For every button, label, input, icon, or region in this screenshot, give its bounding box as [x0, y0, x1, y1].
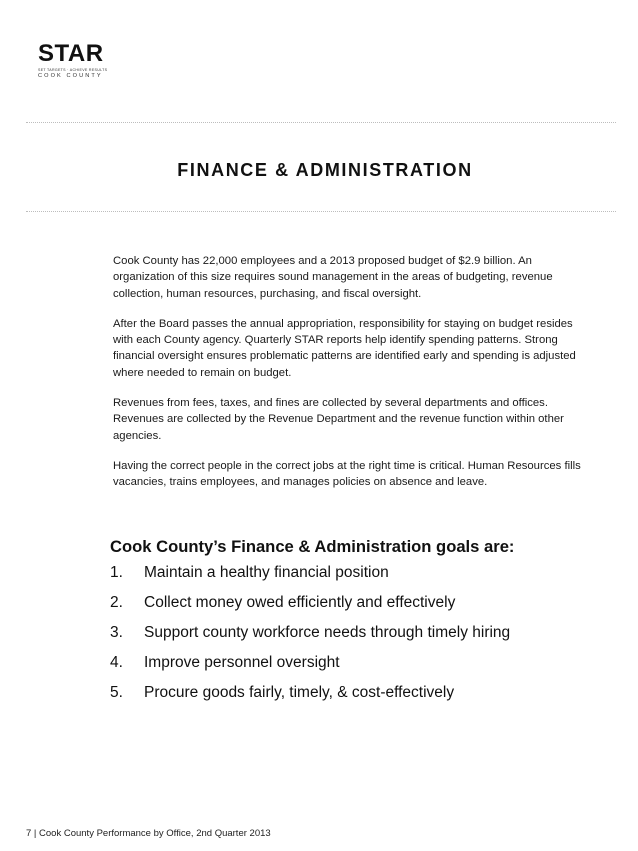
- star-logo: [38, 40, 108, 79]
- goal-number: 1.: [110, 564, 123, 581]
- goal-number: 4.: [110, 654, 123, 671]
- goal-item: [110, 683, 590, 713]
- goal-number: 5.: [110, 684, 123, 701]
- logo-wordmark: STAR: [38, 40, 104, 67]
- bottom-divider: [26, 211, 616, 212]
- goal-text: Maintain a healthy financial position: [144, 564, 389, 581]
- intro-text: [113, 253, 583, 505]
- goal-item: [110, 593, 590, 623]
- goal-text: Support county workforce needs through timely hiring: [144, 624, 511, 641]
- paragraph-oversight: After the Board passes the annual appropriation, responsibility for staying on budget resides with each County agency. Quarterly STAR reports help identify spending patterns. Strong financial oversight ensures problematic patterns are identified early and spending is adjusted where needed to remain on budget.: [113, 317, 576, 379]
- goal-text: Collect money owed efficiently and effectively: [144, 594, 456, 611]
- goal-item: [110, 563, 590, 593]
- paragraph-revenue: Revenues from fees, taxes, and fines are collected by several departments and offices. Revenues are collected by the Revenue Department and the revenue function within other agencies.: [113, 397, 564, 442]
- goal-item: [110, 653, 590, 683]
- page-footer: 7 | Cook County Performance by Office, 2nd Quarter 2013: [26, 828, 271, 839]
- section-title: FINANCE & ADMINISTRATION: [177, 160, 473, 180]
- goal-number: 3.: [110, 624, 123, 641]
- paragraph-human-resources: Having the correct people in the correct jobs at the right time is critical. Human Resources fills vacancies, trains employees, and manages policies on absence and leave.: [113, 459, 581, 489]
- goal-item: [110, 623, 590, 653]
- goals-heading: Cook County’s Finance & Administration goals are:: [110, 537, 515, 556]
- goal-text: Improve personnel oversight: [144, 654, 340, 671]
- goal-number: 2.: [110, 594, 123, 611]
- paragraph-budget: Cook County has 22,000 employees and a 2013 proposed budget of $2.9 billion. An organization of this size requires sound management in the areas of budgeting, revenue collection, human resources, purchasing, and fiscal oversight.: [113, 255, 553, 300]
- logo-tagline: SET TARGETS · ACHIEVE RESULTS: [38, 68, 108, 72]
- logo-subtitle: COOK COUNTY: [38, 73, 103, 79]
- goals-list: [110, 563, 590, 713]
- top-divider: [26, 122, 616, 123]
- goal-text: Procure goods fairly, timely, & cost-effectively: [144, 684, 455, 701]
- goals-section: [110, 537, 590, 713]
